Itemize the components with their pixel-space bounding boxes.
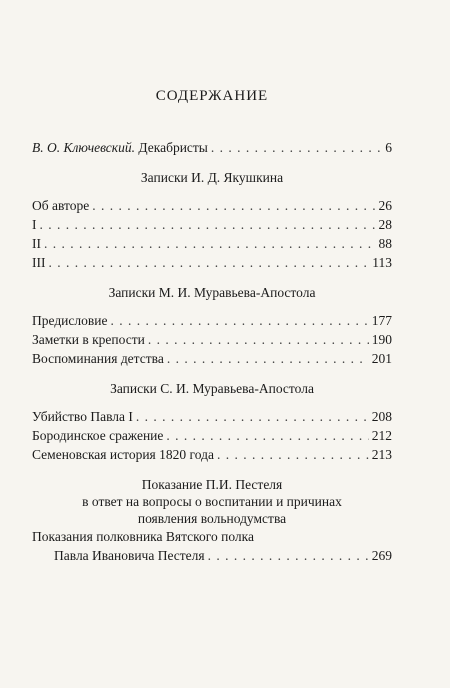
toc-entry-continuation <box>32 546 392 565</box>
section-heading-muravyov-apostol-s: Записки С. И. Муравьева-Апостола <box>110 381 314 396</box>
toc-entry[interactable] <box>32 426 392 445</box>
toc-page-number: 208 <box>371 409 392 424</box>
section-heading-line: в ответ на вопросы о воспитании и причинах <box>82 494 342 509</box>
toc-page-number: 28 <box>378 217 392 232</box>
dot-leader <box>148 330 369 349</box>
toc-entry-label: Павла Ивановича Пестеля <box>54 548 205 563</box>
toc-page-number: 88 <box>378 236 392 251</box>
toc-entry[interactable] <box>32 445 392 464</box>
section-heading-line: появления вольнодумства <box>137 511 287 526</box>
dot-leader <box>110 311 368 330</box>
toc-entry-label: Показания полковника Вятского полка <box>32 529 255 544</box>
dot-leader <box>136 407 369 426</box>
table-of-contents <box>32 138 392 565</box>
toc-entry[interactable] <box>32 215 392 234</box>
toc-entry-author: В. О. Ключевский. <box>32 140 135 155</box>
section-heading-muravyov-apostol-m: Записки М. И. Муравьева-Апостола <box>108 285 316 300</box>
toc-page-number: 113 <box>372 255 392 270</box>
toc-entry[interactable] <box>32 234 392 253</box>
toc-entry-label: II <box>32 236 41 251</box>
toc-entry-klyuchevsky[interactable] <box>32 138 392 157</box>
toc-page-number: 212 <box>371 428 392 443</box>
toc-entry[interactable] <box>32 196 392 215</box>
section-heading-yakushkin: Записки И. Д. Якушкина <box>140 170 284 185</box>
toc-page-number: 177 <box>371 313 392 328</box>
dot-leader <box>211 138 382 157</box>
toc-page-number: 213 <box>371 447 392 462</box>
dot-leader <box>44 234 376 253</box>
toc-page-number: 6 <box>385 140 392 155</box>
toc-entry-label: Убийство Павла I <box>32 409 133 424</box>
toc-entry-label: III <box>32 255 46 270</box>
dot-leader <box>167 349 369 368</box>
toc-entry-label: Бородинское сражение <box>32 428 164 443</box>
dot-leader <box>92 196 375 215</box>
toc-entry[interactable] <box>32 253 392 272</box>
dot-leader <box>166 426 368 445</box>
page-title: СОДЕРЖАНИЕ <box>155 88 269 104</box>
toc-entry-label: Об авторе <box>32 198 90 213</box>
dot-leader <box>217 445 369 464</box>
toc-entry[interactable] <box>32 407 392 426</box>
section-heading-line: Показание П.И. Пестеля <box>141 477 283 492</box>
toc-page-number: 269 <box>371 548 392 563</box>
toc-page-number: 201 <box>371 351 392 366</box>
dot-leader <box>49 253 370 272</box>
toc-entry-label: Воспоминания детства <box>32 351 164 366</box>
toc-entry-pestel[interactable] <box>32 527 392 565</box>
toc-entry[interactable] <box>32 349 392 368</box>
toc-entry-label: Предисловие <box>32 313 108 328</box>
toc-entry[interactable] <box>32 330 392 349</box>
toc-entry-label: I <box>32 217 37 232</box>
toc-page-number: 190 <box>371 332 392 347</box>
toc-entry-label: Заметки в крепости <box>32 332 145 347</box>
section-heading-pestel <box>32 476 392 527</box>
toc-entry[interactable] <box>32 311 392 330</box>
dot-leader <box>208 546 369 565</box>
toc-entry-label: Семеновская история 1820 года <box>32 447 214 462</box>
toc-page-number: 26 <box>378 198 392 213</box>
toc-entry-label: В. О. Ключевский. Декабристы <box>32 140 208 155</box>
dot-leader <box>40 215 376 234</box>
